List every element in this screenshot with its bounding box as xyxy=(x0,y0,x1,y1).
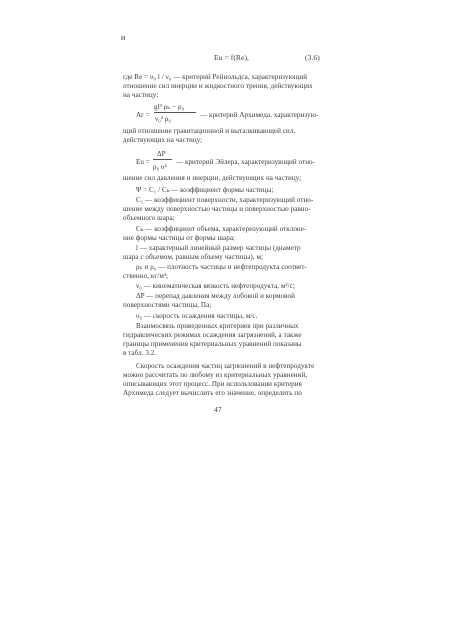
intro-line-1: где Re = υ₀ l / ν₀ — критерий Рейнольдса, характеризующий xyxy=(123,73,308,81)
archimedes-description: — критерий Архимеда, характеризую- xyxy=(200,111,319,119)
intro-line-2: отношение сил инерции и жидкостного трения, действующих xyxy=(123,82,313,90)
euler-lhs: Eu = xyxy=(136,158,150,166)
archimedes-denominator: ν₀² ρ₀ xyxy=(155,115,171,123)
archimedes-lhs: Ar = xyxy=(136,111,150,119)
definition-psi: Ψ = C₁ / Cₖ — коэффициент формы частицы; xyxy=(136,186,274,194)
definition-c1: C₁ — коэффициент поверхности, характеризующий отно- xyxy=(136,196,314,204)
definition-cv-cont: ние формы частицы от формы шара; xyxy=(123,234,236,242)
paragraph2-line-2: можно рассчитать по любому из критериальных уравнений, xyxy=(123,371,308,379)
definition-viscosity: ν₀ — кинематическая вязкость нефтепродукта, м²/с; xyxy=(136,282,295,290)
intro-line-3: на частицу; xyxy=(123,91,159,99)
euler-fraction-bar xyxy=(153,159,172,160)
definition-cv: Cₖ — коэффициент объема, характеризующий отклоне- xyxy=(136,225,307,233)
paragraph2-line-4: Архимеда следует вычислить его значение, определить по xyxy=(123,389,302,397)
definition-velocity: υ₀ — скорость осаждения частицы, м/с. xyxy=(136,312,258,320)
definition-c1-cont: шение между поверхностью частицы и поверхностью равно- xyxy=(123,205,311,213)
archimedes-fraction-bar xyxy=(154,112,196,113)
paragraph2-line-1: Скорость осаждения частиц загрязнений в нефтепродукте xyxy=(136,362,315,370)
euler-description: — критерий Эйлера, характеризующий отно- xyxy=(176,158,316,166)
equation-formula: Eu = f(Re), xyxy=(214,53,249,62)
definition-pressure: ΔP — перепад давления между лобовой и кормовой xyxy=(136,292,295,300)
definition-density: ρₕ и ρ₀ — плотность частицы и нефтепродукта соответ- xyxy=(136,263,307,271)
archimedes-numerator: gl³ ρₕ − ρ₀ xyxy=(154,103,185,111)
definition-pressure-cont: поверхностями частицы, Па; xyxy=(123,301,212,309)
definition-l: l — характерный линейный размер частицы (диаметр xyxy=(136,244,301,252)
page-number: 47 xyxy=(214,405,222,414)
archimedes-continuation-2: действующих на частицу; xyxy=(123,136,203,144)
paragraph1-line-3: границы применения критериальных уравнений показаны xyxy=(123,340,302,348)
euler-continuation: шение сил давления и инерции, действующих на частицу; xyxy=(123,174,302,182)
corner-mark: и xyxy=(121,33,126,42)
definition-l-cont: шара с объемом, равным объему частицы), м; xyxy=(123,253,264,261)
definition-density-cont: ственно, кг/м³; xyxy=(123,272,169,280)
paragraph1-line-4: в табл. 3.2. xyxy=(123,349,157,357)
paragraph1-line-1: Взаимосвязь приведенных критериев при различных xyxy=(136,322,299,330)
euler-denominator: ρ₀ υ² xyxy=(153,163,167,171)
equation-number: (3.6) xyxy=(305,53,320,62)
paragraph2-line-3: описывающих этот процесс. При использовании критерия xyxy=(123,380,302,388)
paragraph1-line-2: гидравлических режимах осаждения загрязнений, а также xyxy=(123,331,302,339)
archimedes-continuation: щий отношение гравитационной и выталкивающей сил, xyxy=(123,127,296,135)
euler-numerator: ΔP xyxy=(157,150,166,158)
definition-c1-cont-2: объемного шара; xyxy=(123,214,175,222)
